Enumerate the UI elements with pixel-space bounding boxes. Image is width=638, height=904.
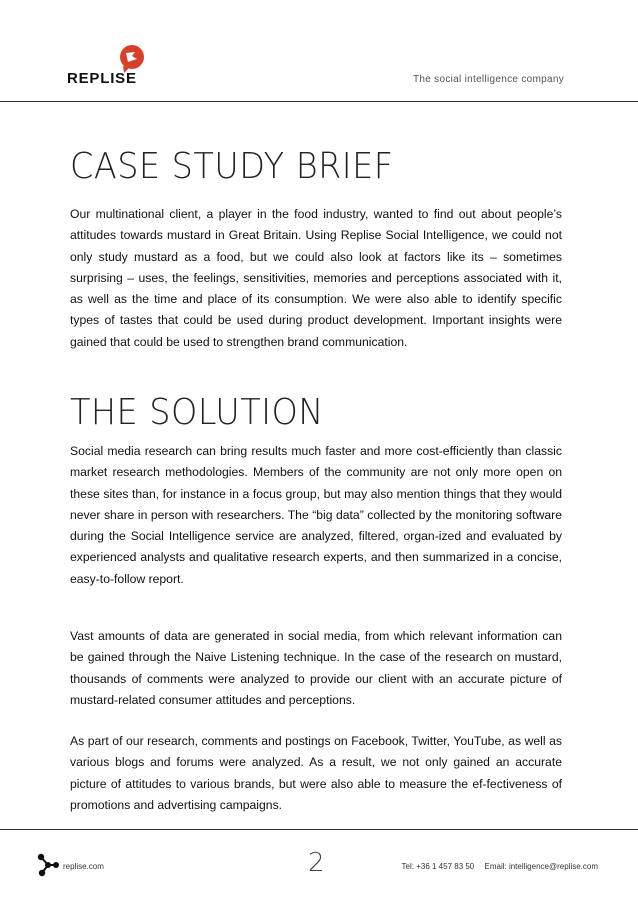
solution-heading: THE SOLUTION xyxy=(70,392,324,433)
case-study-brief-paragraph: Our multinational client, a player in the food industry, wanted to find out about people’s attitudes towards mustard in Great Britain. Using Replise Social Intelligence, we could not only study mustard as a food, but we could also look at factors like its – sometimes surprising – uses, the feelings, sensitivities, memories and perceptions associated with it, as well as the time and place of its consumption. We were also able to identify specific types of tastes that could be used during product development. Important insights were gained that could be used to strengthen brand communication. xyxy=(70,207,562,349)
footer-email-link[interactable]: Email: intelligence@replise.com xyxy=(484,862,598,871)
footer-contact xyxy=(402,862,598,871)
page-footer xyxy=(0,829,638,904)
logo-text: REPLISE xyxy=(67,70,137,87)
replise-logo[interactable] xyxy=(67,44,187,94)
solution-paragraph-2: Vast amounts of data are generated in social media, from which relevant information can be gained through the Naive Listening technique. In the case of the research on mustard, thousands of comments were analyzed to provide our client with an accurate picture of mustard-related consumer attitudes and perceptions. xyxy=(70,629,562,707)
page-header xyxy=(0,0,638,102)
solution-paragraph-1: Social media research can bring results much faster and more cost-efficiently than classic market research methodologies. Members of the community are not only more open on these sites than, for instance in a focus group, but may also mention things that they would never share in person with researchers. The “big data” collected by the monitoring software during the Social Intelligence service are analyzed, filtered, organ-ized and evaluated by experienced analysts and qualitative research experts, and then summarized in a concise, easy-to-follow report. xyxy=(70,444,562,586)
footer-website-link[interactable]: replise.com xyxy=(63,862,104,871)
company-tagline: The social intelligence company xyxy=(412,74,564,85)
network-nodes-icon xyxy=(36,852,60,878)
solution-paragraph-3: As part of our research, comments and postings on Facebook, Twitter, YouTube, as well as various blogs and forums were analyzed. As a result, we not only gained an accurate picture of attitudes to various brands, but were also able to measure the ef-fectiveness of promotions and advertising campaigns. xyxy=(70,734,562,812)
case-study-brief-heading: CASE STUDY BRIEF xyxy=(70,146,394,187)
page-number: 2 xyxy=(308,848,325,878)
footer-phone: Tel: +36 1 457 83 50 xyxy=(401,862,475,871)
